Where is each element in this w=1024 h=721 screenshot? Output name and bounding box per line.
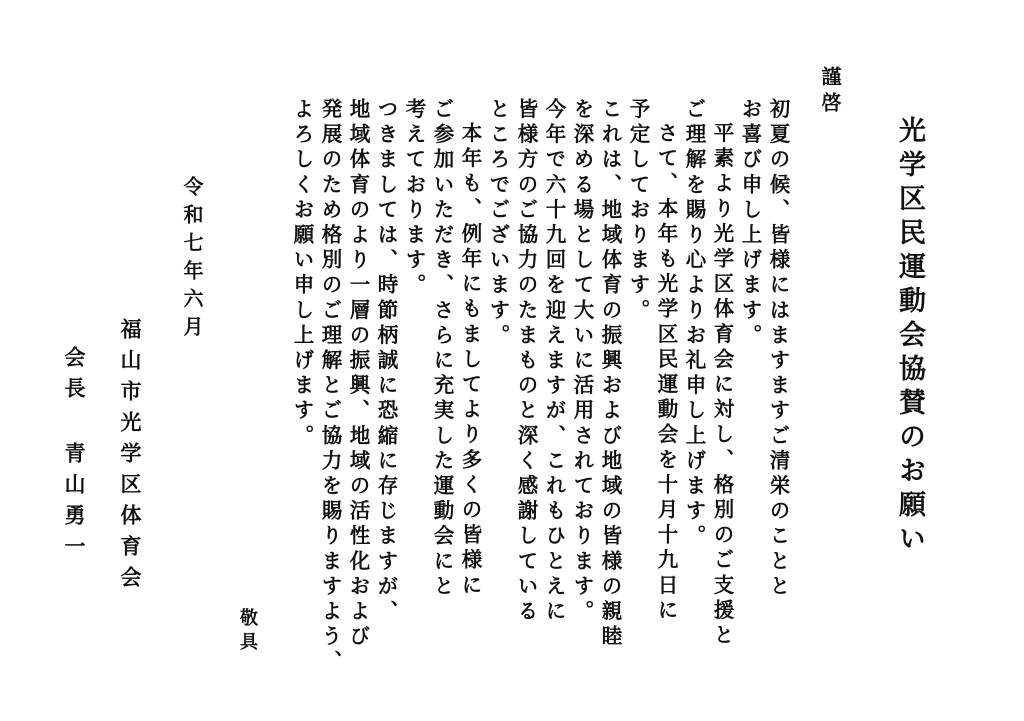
closing-remark: 敬具 [237,608,258,656]
sender-name: 青山勇一 [62,442,87,566]
body-line: お喜び申し上げます。 [738,98,762,349]
body-line: 初夏の候、皆様にはますますご清栄のことと [766,98,790,600]
letter-title: 光学区民運動会協賛のお願い [894,116,925,558]
sender-signature [62,346,86,566]
organization-name: 福山市光学区体育会 [118,318,143,597]
salutation: 謹啓 [818,66,842,118]
body-line: 平素より光学区体育会に対し、格別のご支援と [710,122,734,650]
body-line: 地域体育のより一層の振興、地域の活性化および [346,98,370,651]
body-line: つきましては、時節柄誠に恐縮に存じますが、 [374,98,398,626]
body-line: これは、地域体育の振興および地域の皆様の親睦 [598,98,622,651]
body-line: 考えております。 [402,98,426,299]
body-line: 発展のため格別のご理解とご協力を賜りますよう、 [318,98,342,676]
body-line: ご理解を賜り心よりお礼申し上げます。 [682,98,706,550]
body-line: 本年も、例年にもましてより多くの皆様に [458,122,482,599]
letter-date: 令和七年六月 [180,176,204,344]
body-line: を深める場として大いに活用されております。 [570,98,594,626]
body-line: よろしくお願い申し上げます。 [290,98,314,450]
body-line: 今年で六十九回を迎えますが、これもひとえに [542,98,566,626]
body-line: さて、本年も光学区民運動会を十月十九日に [654,122,678,624]
sender-role: 会長 [62,346,87,408]
body-line: ところでございます。 [486,98,510,349]
body-line: ご参加いただき、さらに充実した運動会にと [430,98,454,600]
body-line: 予定しております。 [626,98,650,324]
body-line: 皆様方のご協力のたまものと深く感謝している [514,98,538,626]
